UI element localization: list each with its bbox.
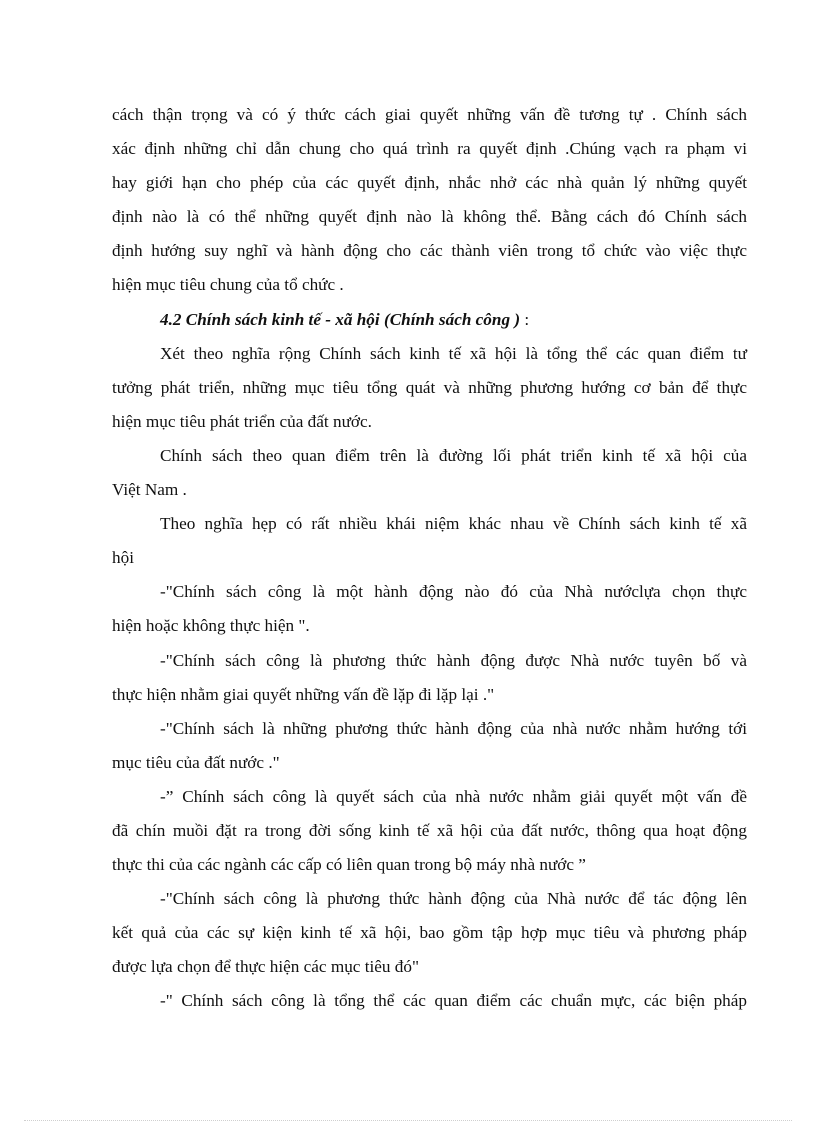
text-line: -"Chính sách công là một hành động nào đó của Nhà nướclựa chọn thực xyxy=(160,582,747,602)
footer-divider xyxy=(24,1120,792,1121)
text-line: Theo nghĩa hẹp có rất nhiều khái niệm khác nhau về Chính sách kinh tế xã xyxy=(160,514,747,534)
text-line: -"Chính sách công là phương thức hành động của Nhà nước để tác động lên xyxy=(160,889,747,909)
document-body xyxy=(112,98,747,1019)
text-line: hiện hoặc không thực hiện ". xyxy=(112,616,310,636)
text-line: xác định những chỉ dẫn chung cho quá trình ra quyết định .Chúng vạch ra phạm vi xyxy=(112,139,747,159)
text-line: Chính sách theo quan điểm trên là đường lối phát triển kinh tế xã hội của xyxy=(160,445,747,465)
text-line: hiện mục tiêu phát triển của đất nước. xyxy=(112,411,372,431)
text-line: thực thi của các ngành các cấp có liên quan trong bộ máy nhà nước ” xyxy=(112,855,586,875)
text-line: Việt Nam . xyxy=(112,480,187,500)
section-heading-colon: : xyxy=(520,309,530,329)
text-line: định hướng suy nghĩ và hành động cho các thành viên trong tổ chức vào việc thực xyxy=(112,241,747,261)
text-line: -” Chính sách công là quyết sách của nhà nước nhằm giải quyết một vấn đề xyxy=(160,786,747,806)
text-line: Xét theo nghĩa rộng Chính sách kinh tế xã hội là tổng thể các quan điểm tư xyxy=(160,343,747,363)
text-line: hội xyxy=(112,548,134,568)
text-line: cách thận trọng và có ý thức cách giai quyết những vấn đề tương tự . Chính sách xyxy=(112,105,747,124)
text-line: thực hiện nhằm giai quyết những vấn đề lặp đi lặp lại ." xyxy=(112,684,495,704)
text-line: tưởng phát triển, những mục tiêu tổng quát và những phương hướng cơ bản để thực xyxy=(112,377,747,397)
text-line: hiện mục tiêu chung của tổ chức . xyxy=(112,275,344,295)
section-heading-text: 4.2 Chính sách kinh tế - xã hội (Chính sách công ) xyxy=(160,309,521,329)
text-line: mục tiêu của đất nước ." xyxy=(112,752,280,772)
paragraph-lines xyxy=(112,337,747,1019)
section-heading xyxy=(112,303,747,337)
text-line: kết quả của các sự kiện kinh tế xã hội, bao gồm tập hợp mục tiêu và phương pháp xyxy=(112,923,747,943)
text-line: hay giới hạn cho phép của các quyết định, nhắc nhở các nhà quản lý những quyết xyxy=(112,173,747,193)
text-line: được lựa chọn để thực hiện các mục tiêu đó" xyxy=(112,957,420,977)
text-line: -" Chính sách công là tổng thể các quan điểm các chuẩn mực, các biện pháp xyxy=(160,991,747,1011)
text-line: -"Chính sách công là phương thức hành động được Nhà nước tuyên bố và xyxy=(160,650,747,670)
text-line: đã chín muồi đặt ra trong đời sống kinh tế xã hội của đất nước, thông qua hoạt động xyxy=(112,820,747,840)
text-line: định nào là có thể những quyết định nào là không thể. Bằng cách đó Chính sách xyxy=(112,207,747,227)
text-line: -"Chính sách là những phương thức hành động của nhà nước nhằm hướng tới xyxy=(160,718,747,738)
